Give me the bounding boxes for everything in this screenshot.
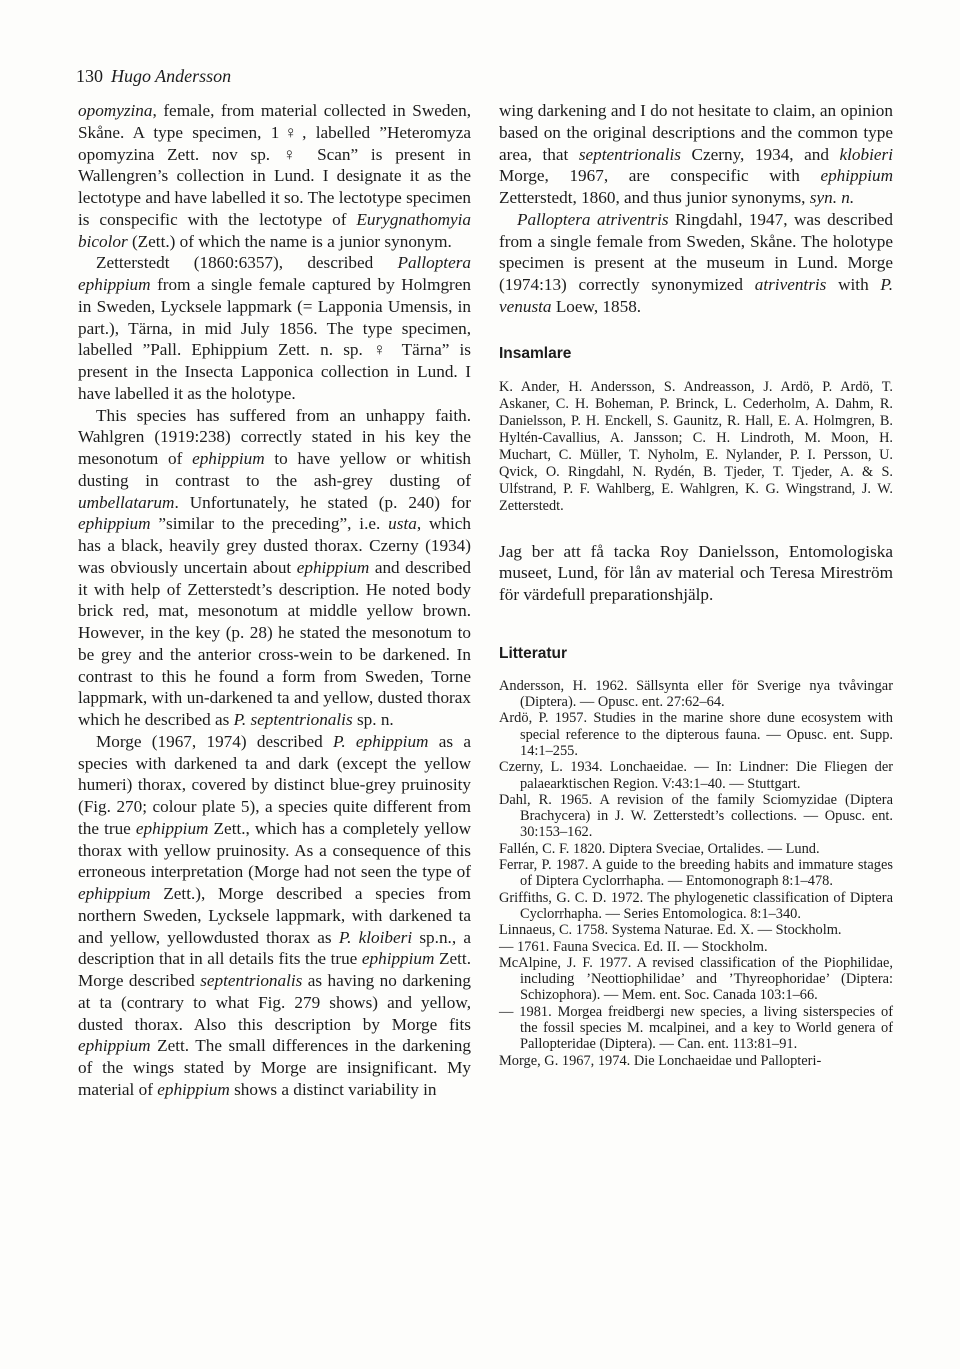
italic-taxon: atriventris [754, 275, 827, 294]
italic-taxon: umbellatarum [78, 492, 175, 512]
italic-taxon: P. septentrionalis [233, 710, 353, 729]
paragraph-unhappy-faith: This species has suffered from an unhappy faith. Wahlgren (1919:238) correctly stated in his key the mesonotum of ephippium to have yellow or whitish dusting in contrast to the ash-grey dusting of umbellatarum. Unfortunately, he stated (p. 240) for ephippium ”similar to the preceding”, i.e. usta, which has a black, heavily grey dusted thorax. Czerny (1934) was obviously uncertain about ephippium and described it with help of Zetterstedt’s description. He noted body brick red, mat, mesonotum at middle yellow brown. However, in the key (p. 28) he stated the mesonotum to be grey and the anterior cross-wein to be darkened. In contrast to this he found a form from Sweden, Torne lappmark, with un-darkened ta and yellow, dusted thorax which he described as P. septentrionalis sp. n. [78, 405, 471, 729]
reference-item: — 1981. Morgea freidbergi new species, a living sisterspecies of the fossil species M. mcalpinei, and a key to World genera of Pallopteridae (Diptera). — Can. ent. 113:81–91. [499, 1003, 893, 1053]
reference-item: Ardö, P. 1957. Studies in the marine shore dune ecosystem with special reference to the dipterous fauna. — Opusc. ent. Supp. 14:1–255. [499, 710, 893, 759]
reference-item: Dahl, R. 1965. A revision of the family Sciomyzidae (Diptera Brachycera) in J. W. Zetterstedt’s collections. — Opusc. ent. 30:153–162. [499, 791, 893, 841]
italic-taxon: septentrionalis [578, 144, 681, 164]
reference-item: Fallén, C. F. 1820. Diptera Sveciae, Ortalides. — Lund. [499, 840, 820, 857]
reference-item: Andersson, H. 1962. Sällsynta eller för Sverige nya tvåvingar (Diptera). — Opusc. ent. 27:62–64. [499, 677, 893, 711]
italic-taxon: ephippium [78, 1036, 151, 1056]
heading-insamlare: Insamlare [499, 344, 572, 362]
collectors-list: K. Ander, H. Andersson, S. Andreasson, J. Ardö, P. Ardö, T. Askaner, C. H. Boheman, P. Brinck, L. Cederholm, A. Dahm, R. Danielsson, P. H. Enckell, S. Gaunitz, R. Hall, E. A. Holmgren, B. Hyltén-Cavallius, A. Jansson; C. H. Lindroth, M. Moon, H. Muchart, C. Müller, T. Nyholm, E. Nylander, P. I. Persson, U. Qvick, O. Ringdahl, N. Rydén, B. Tjeder, T. Tjeder, A. & S. Ulfstrand, P. F. Wahlberg, E. Wahlgren, K. G. Wingstrand, J. W. Zetterstedt. [499, 378, 893, 514]
paragraph-zetterstedt-ephippium: Zetterstedt (1860:6357), described Palloptera ephippium from a single female captured by Holmgren in Sweden, Lycksele lappmark (= Lapponia Umensis, in part.), Tärna, in mid July 1856. The type specimen, labelled ”Pall. Ephippium Zett. n. sp. ♀ Tärna” is present in the Insecta Lapponica collection in Lund. I have labelled it as the holotype. [78, 253, 471, 403]
reference-item: Linnaeus, C. 1758. Systema Naturae. Ed. X. — Stockholm. [499, 922, 842, 939]
reference-item: Griffiths, G. C. D. 1972. The phylogenetic classification of Diptera Cyclorrhapha. — Series Entomologica. 8:1–340. [499, 889, 893, 922]
paragraph-morge-description: Morge (1967, 1974) described P. ephippium as a species with darkened ta and dark (except the yellow humeri) thorax, covered by distinct blue-grey pruinosity (Fig. 270; colour plate 5), a species quite different from the true ephippium Zett., which has a completely yellow thorax with yellow pruinosity. As a consequence of this erroneous interpretation (Morge had not seen the type of ephippium Zett.), Morge described a species from northern Sweden, Lycksele lappmark, with darkened ta and yellow, yellowdusted thorax as P. kloiberi sp.n., a description that in all details fits the true ephippium Zett. Morge described septentrionalis as having no darkening at ta (contrary to what Fig. 279 shows) and yellow, dusted thorax. Also this description by Morge fits ephippium Zett. The small differences in the darkening of the wings stated by Morge are insignificant. My material of ephippium shows a distinct variability in [78, 731, 471, 1099]
acknowledgement: Jag ber att få tacka Roy Danielsson, Entomologiska museet, Lund, för lån av material och Teresa Mireström för värdefull preparationshjälp. [499, 541, 893, 604]
italic-taxon: P. ephippium [333, 731, 429, 751]
running-head-author: Hugo Andersson [111, 66, 232, 86]
reference-item: Ferrar, P. 1987. A guide to the breeding habits and immature stages of Diptera Cyclorrhapha. — Entomonograph 8:1–478. [499, 857, 893, 890]
right-column [499, 100, 893, 1069]
italic-taxon: syn. n. [809, 188, 855, 207]
italic-taxon: klobieri [839, 144, 893, 164]
italic-taxon: ephippium [192, 449, 265, 468]
reference-item: McAlpine, J. F. 1977. A revised classification of the Piophilidae, including ’Neottiophilidae’ and ’Thyreophoridae’ (Diptera: Schizophora). — Mem. ent. Soc. Canada 103:1–66. [499, 954, 893, 1004]
italic-taxon: ephippium [78, 514, 151, 534]
italic-taxon: ephippium [157, 1079, 230, 1099]
paragraph-atriventris: Palloptera atriventris Ringdahl, 1947, was described from a single female from Sweden, Skåne. The holotype specimen is present at the museum in Lund. Morge (1974:13) correctly synonymized atriventris with P. venusta Loew, 1858. [499, 209, 893, 316]
italic-taxon: ephippium [135, 818, 209, 838]
paragraph-wing-darkening: wing darkening and I do not hesitate to claim, an opinion based on the original descriptions and the common type area, that septentrionalis Czerny, 1934, and klobieri Morge, 1967, are conspecific with ephippium Zetterstedt, 1860, and thus junior synonyms, syn. n. [499, 101, 893, 207]
left-column [78, 100, 471, 1101]
reference-list [499, 678, 893, 1069]
italic-taxon: Palloptera atriventris [517, 209, 669, 229]
paragraph-opomyzina: opomyzina, female, from material collected in Sweden, Skåne. A type specimen, 1♀, labelled ”Heteromyza opomyzina Zett. nov sp. ♀ Scan” is present in Wallengren’s collection in Lund. I designate it as the lectotype and have labelled it so. The lectotype specimen is conspecific with the lectotype of Eurygnathomyia bicolor (Zett.) of which the name is a junior synonym. [78, 101, 471, 251]
italic-taxon: P. venusta [499, 275, 893, 316]
italic-taxon: P. kloiberi [338, 927, 413, 947]
italic-taxon: septentrionalis [200, 971, 303, 990]
italic-taxon: ephippium [78, 884, 151, 903]
italic-taxon: Palloptera ephippium [78, 253, 471, 294]
italic-taxon: ephippium [361, 949, 435, 969]
reference-item: Morge, G. 1967, 1974. Die Lonchaeidae und Pallopteri- [499, 1052, 822, 1069]
italic-taxon: opomyzina [78, 101, 153, 120]
reference-item: — 1761. Fauna Svecica. Ed. II. — Stockholm. [499, 938, 768, 955]
italic-taxon: usta [388, 514, 417, 534]
page-number: 130 [76, 66, 103, 86]
running-head [76, 64, 231, 88]
italic-taxon: Eurygnathomyia bicolor [78, 209, 471, 251]
italic-taxon: ephippium [296, 557, 370, 577]
heading-litteratur: Litteratur [499, 644, 568, 662]
reference-item: Czerny, L. 1934. Lonchaeidae. — In: Lindner: Die Fliegen der palaearktischen Region. V:43:1–40. — Stuttgart. [499, 759, 893, 792]
italic-taxon: ephippium [820, 166, 893, 186]
